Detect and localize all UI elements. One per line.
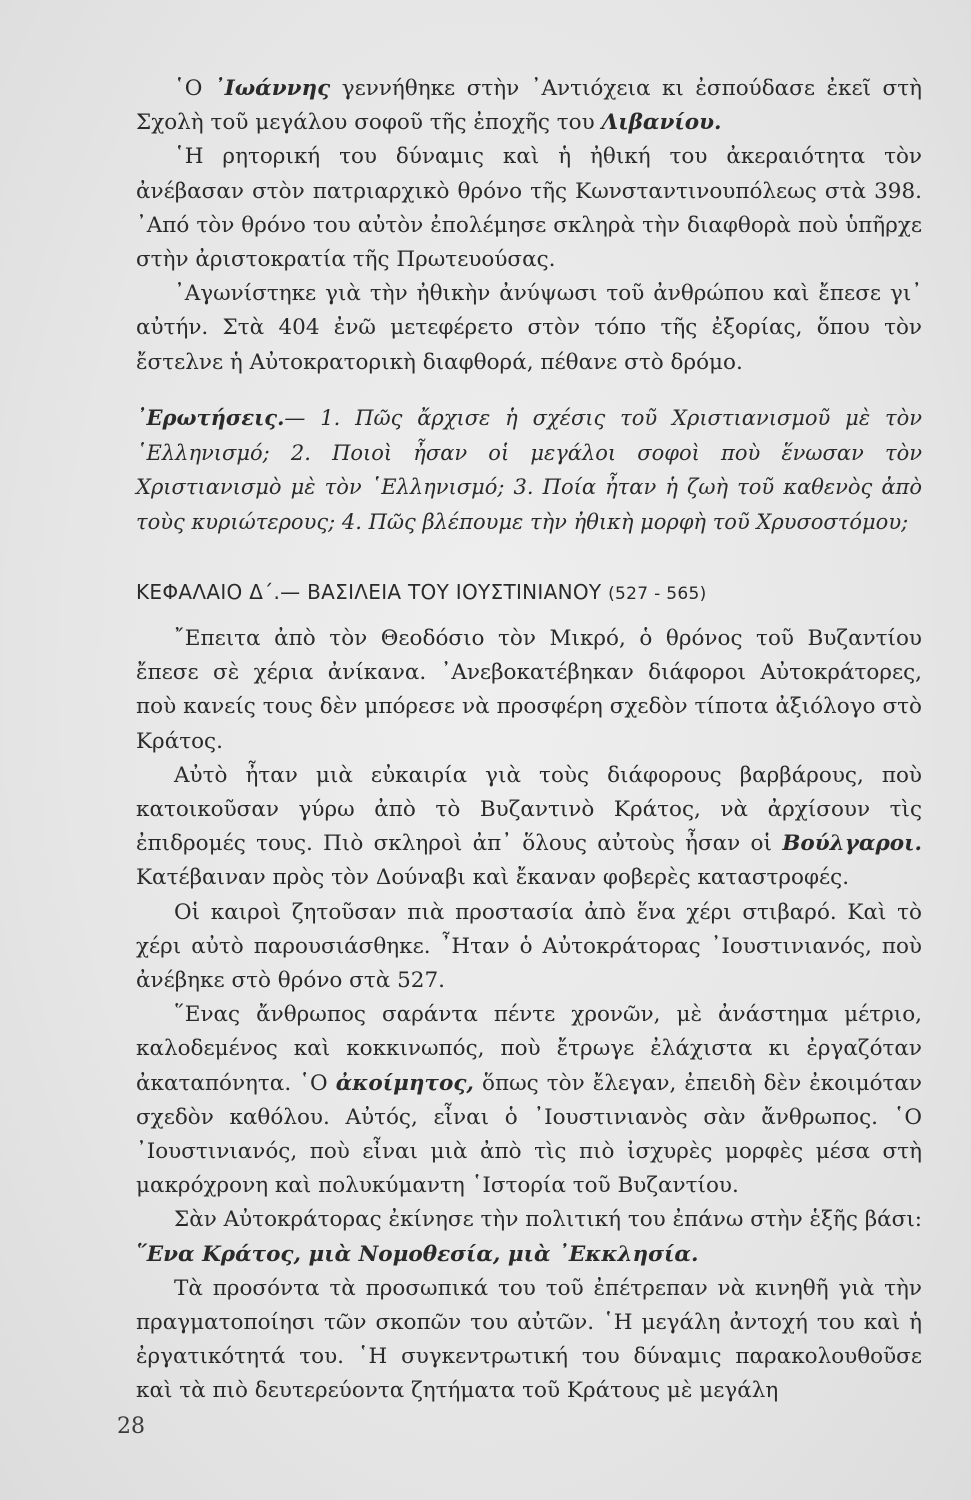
chapter-heading xyxy=(136,580,922,604)
bottom-paragraph xyxy=(136,759,922,896)
paragraph-text: Κατέβαιναν πρὸς τὸν Δούναβι καὶ ἔκαναν φοβερὲς καταστροφές. xyxy=(136,865,850,891)
emphasized-text: ᾿Ιωάννης xyxy=(213,76,331,101)
paragraph-text: ῞Ενας ἄνθρωπος σαράντα πέντε χρονῶν, μὲ ἀνάστημα μέτριο, καλοδεμένος καὶ κοκκινωπός, ποὺ ἔτρωγε ἐλάχιστα κι ἐργαζόταν ἀκαταπόνητα. ῾Ο xyxy=(136,1002,922,1096)
emphasized-text: Βούλγαροι. xyxy=(782,831,922,857)
questions-label: ᾿Ερωτήσεις. xyxy=(136,405,285,430)
paragraph-text: ῎Επειτα ἀπὸ τὸν Θεοδόσιο τὸν Μικρό, ὁ θρόνος τοῦ Βυζαντίου ἔπεσε σὲ χέρια ἀνίκανα. ᾿Ανεβοκατέβηκαν διάφοροι Αὐτοκράτορες, ποὺ κανείς τους δὲν μπόρεσε νὰ προσφέρη σχεδὸν τίποτα ἀξιόλογο στὸ Κράτος. xyxy=(136,626,922,754)
paragraph-text: Οἱ καιροὶ ζητοῦσαν πιὰ προστασία ἀπὸ ἕνα χέρι στιβαρό. Καὶ τὸ χέρι αὐτὸ παρουσιάσθηκε. ῏Ηταν ὁ Αὐτοκράτορας ᾿Ιουστινιανός, ποὺ ἀνέβηκε στὸ θρόνο στὰ 527. xyxy=(136,899,922,994)
emphasized-text: ῞Ενα Κράτος, μιὰ Νομοθεσία, μιὰ ᾿Εκκλησία. xyxy=(136,1241,699,1267)
paragraph-text: ὅπως τὸν ἔλεγαν, ἐπειδὴ δὲν ἐκοιμόταν σχεδὸν καθόλου. Αὐτός, εἶναι ὁ ᾿Ιουστινιανὸς σὰν ἄνθρωπος. ῾Ο ᾿Ιουστινιανός, ποὺ εἶναι μιὰ ἀπὸ τὶς πιὸ ἰσχυρὲς μορφὲς μέσα στὴ μακρόχρονη καὶ πολυκύμαντη ῾Ιστορία τοῦ Βυζαντίου. xyxy=(136,1070,922,1199)
paragraph-text: Αὐτὸ ἦταν μιὰ εὐκαιρία γιὰ τοὺς διάφορους βαρβάρους, ποὺ κατοικοῦσαν γύρω ἀπὸ τὸ Βυζαντινὸ Κράτος, νὰ ἀρχίσουν τὶς ἐπιδρομές τους. Πιὸ σκληροὶ ἀπ᾿ ὅλους αὐτοὺς ἦσαν οἱ xyxy=(136,762,922,857)
questions-text: — 1. Πῶς ἄρχισε ἡ σχέσις τοῦ Χριστιανισμοῦ μὲ τὸν ῾Ελληνισμό; 2. Ποιοὶ ἦσαν οἱ μεγάλοι σοφοὶ ποὺ ἕνωσαν τὸν Χριστιανισμὸ μὲ τὸν ῾Ελληνισμό; 3. Ποία ἦταν ἡ ζωὴ τοῦ καθενὸς ἀπὸ τοὺς κυριώτερους; 4. Πῶς βλέπουμε τὴν ἠθικὴ μορφὴ τοῦ Χρυσοστόμου; xyxy=(136,406,922,534)
paragraph-text: ῾Ο xyxy=(174,76,214,101)
bottom-paragraph xyxy=(136,998,922,1203)
bottom-paragraph xyxy=(136,622,922,759)
top-paragraph xyxy=(136,72,922,140)
paragraph-text: Τὰ προσόντα τὰ προσωπικά του τοῦ ἐπέτρεπαν νὰ κινηθῆ γιὰ τὴν πραγματοποίησι τῶν σκοπῶν του αὐτῶν. ῾Η μεγάλη ἀντοχή του καὶ ἡ ἐργατικότητά του. ῾Η συγκεντρωτική του δύναμις παρακολουθοῦσε καὶ τὰ πιὸ δευτερεύοντα ζητήματα τοῦ Κράτους μὲ μεγάλη xyxy=(136,1275,922,1404)
paragraph-text: γεννήθηκε στὴν ᾿Αντιόχεια κι ἐσπούδασε ἐκεῖ στὴ Σχολὴ τοῦ μεγάλου σοφοῦ τῆς ἐποχῆς του xyxy=(136,76,922,136)
top-paragraph xyxy=(136,140,922,277)
emphasized-text: ἀκοίμητος, xyxy=(335,1070,474,1096)
chapter-title: ΚΕΦΑΛΑΙΟ Δ΄.— ΒΑΣΙΛΕΙΑ ΤΟΥ ΙΟΥΣΤΙΝΙΑΝΟΥ xyxy=(136,580,602,604)
questions-block xyxy=(136,401,922,539)
top-paragraph xyxy=(136,277,922,380)
paragraph-text: ᾿Αγωνίστηκε γιὰ τὴν ἠθικὴν ἀνύψωσι τοῦ ἀνθρώπου καὶ ἔπεσε γι᾿ αὐτήν. Στὰ 404 ἐνῶ μετεφέρετο στὸν τόπο τῆς ἐξορίας, ὅπου τὸν ἔστελνε ἡ Αὐτοκρατορικὴ διαφθορά, πέθανε στὸ δρόμο. xyxy=(136,281,922,375)
bottom-paragraph xyxy=(136,1272,922,1409)
page-number: 28 xyxy=(117,1414,145,1439)
paragraph-text: ῾Η ρητορική του δύναμις καὶ ἡ ἠθική του ἀκεραιότητα τὸν ἀνέβασαν στὸν πατριαρχικὸ θρόνο τῆς Κωνσταντινουπόλεως στὰ 398. ᾿Από τὸν θρόνο του αὐτὸν ἐπολέμησε σκληρὰ τὴν διαφθορὰ ποὺ ὑπῆρχε στὴν ἀριστοκρατία τῆς Πρωτευούσας. xyxy=(136,144,922,273)
bottom-paragraph xyxy=(136,1203,922,1271)
emphasized-text: Λιβανίου. xyxy=(601,110,722,136)
chapter-years: (527 - 565) xyxy=(608,584,707,604)
bottom-text-block xyxy=(136,622,922,1409)
top-text-block xyxy=(136,72,922,380)
paragraph-text: Σὰν Αὐτοκράτορας ἐκίνησε τὴν πολιτική του ἐπάνω στὴν ἑξῆς βάσι: xyxy=(174,1207,922,1233)
bottom-paragraph xyxy=(136,896,922,999)
